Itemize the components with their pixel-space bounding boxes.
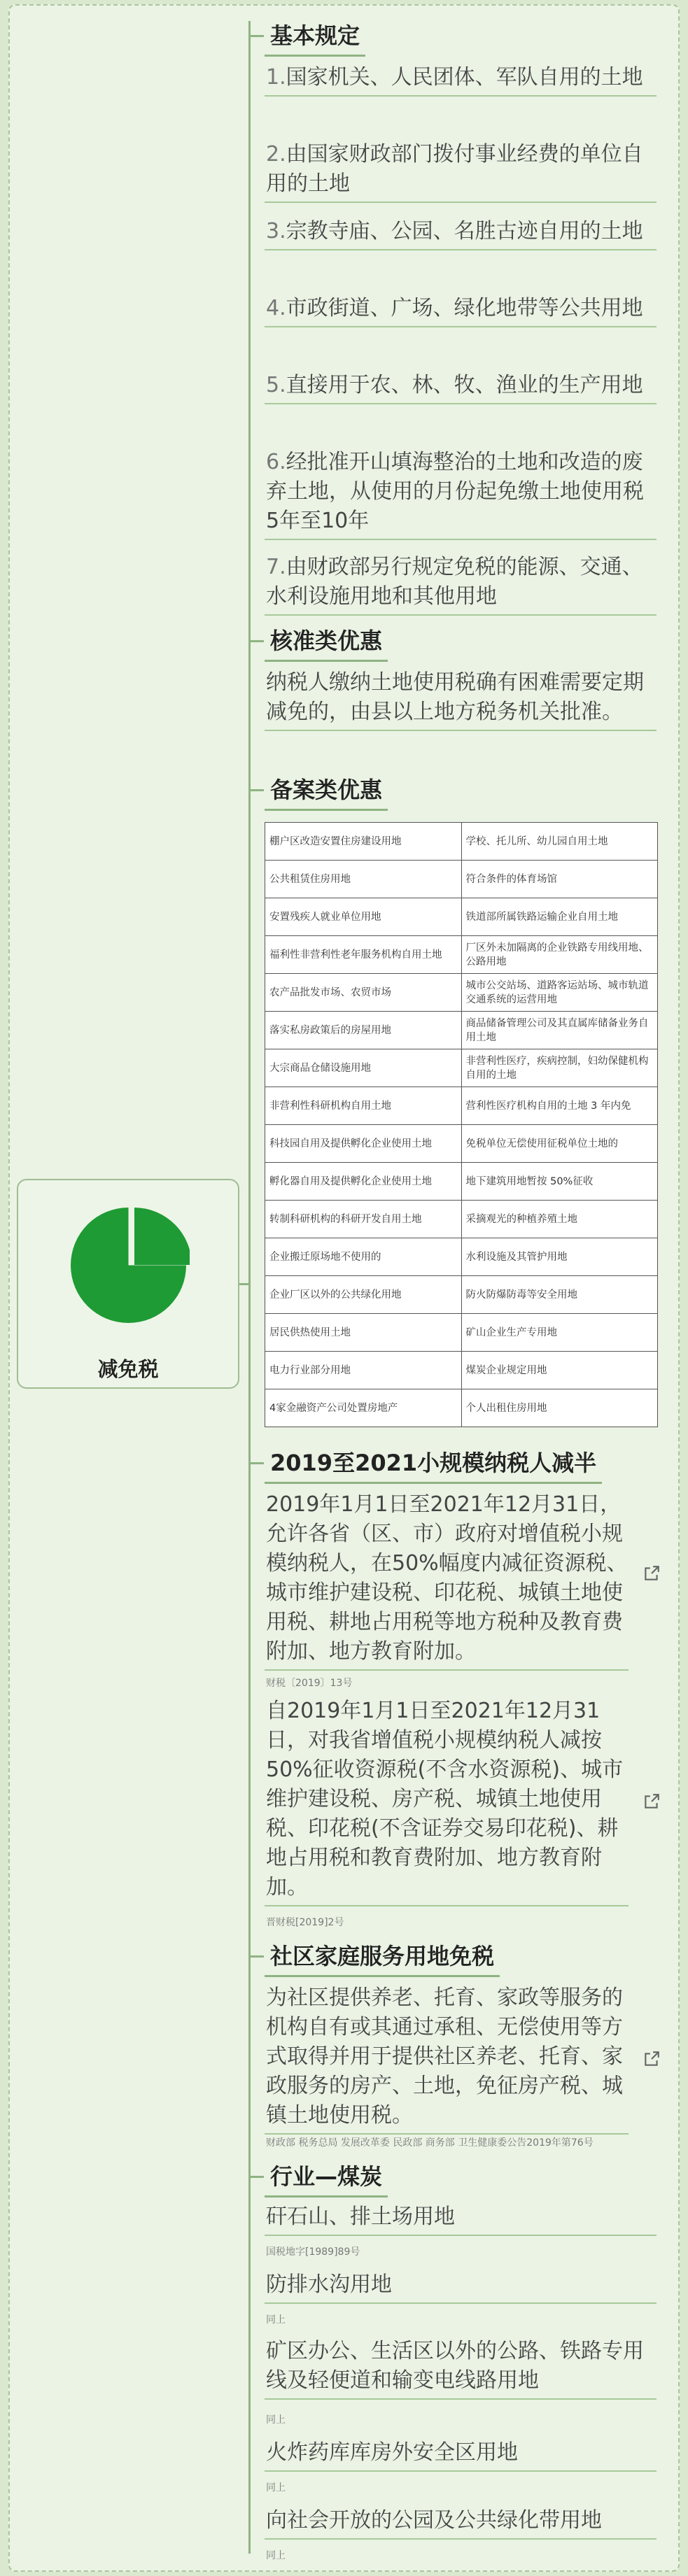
basic-item-7[interactable] bbox=[265, 553, 657, 616]
filing-table-cell: 企业厂区以外的公共绿化用地 bbox=[265, 1276, 462, 1314]
branch-filing bbox=[248, 789, 264, 791]
community-note: 财政部 税务总局 发展改革委 民政部 商务部 卫生健康委公告2019年第76号 bbox=[266, 2137, 594, 2149]
coal-note-3: 同上 bbox=[266, 2414, 286, 2426]
filing-table-cell: 居民供热使用土地 bbox=[265, 1314, 462, 1352]
coal-item-text: 防排水沟用地 bbox=[266, 2272, 392, 2297]
filing-table-cell: 公共租赁住房用地 bbox=[265, 861, 462, 898]
coal-item-1[interactable] bbox=[265, 2202, 657, 2236]
filing-table-row bbox=[265, 1238, 658, 1276]
filing-table-cell: 非营利性医疗，疾病控制，妇幼保健机构自用的土地 bbox=[461, 1049, 658, 1087]
filing-table-cell: 福利性非营利性老年服务机构自用土地 bbox=[265, 936, 462, 974]
heading-approval[interactable] bbox=[265, 619, 388, 662]
external-link-icon[interactable] bbox=[643, 1564, 661, 1583]
heading-community-text: 社区家庭服务用地免税 bbox=[265, 1934, 500, 1977]
filing-table-cell: 水利设施及其管护用地 bbox=[461, 1238, 658, 1276]
basic-item-text: 直接用于农、林、牧、渔业的生产用地 bbox=[286, 373, 643, 397]
root-node[interactable] bbox=[17, 1179, 239, 1389]
filing-table-cell: 采摘观光的种植养殖土地 bbox=[461, 1201, 658, 1238]
basic-item-4[interactable] bbox=[265, 294, 657, 327]
filing-table-row bbox=[265, 1087, 658, 1125]
heading-small-text: 2019至2021小规模纳税人减半 bbox=[265, 1441, 602, 1484]
basic-item-text: 经批准开山填海整治的土地和改造的废弃土地，从使用的月份起免缴土地使用税5年至10年 bbox=[266, 450, 644, 533]
approval-text-content: 纳税人缴纳土地使用税确有困难需要定期减免的，由县以上地方税务机关批准。 bbox=[266, 670, 644, 724]
basic-item-2[interactable] bbox=[265, 140, 657, 203]
small-item-2[interactable] bbox=[265, 1697, 629, 1906]
coal-item-text: 矸石山、排土场用地 bbox=[266, 2205, 455, 2229]
filing-table-cell: 煤炭企业规定用地 bbox=[461, 1352, 658, 1389]
basic-item-num: 7. bbox=[266, 555, 286, 579]
basic-item-num: 5. bbox=[266, 373, 286, 397]
heading-approval-text: 核准类优惠 bbox=[265, 619, 388, 662]
filing-table-cell: 城市公交站场、道路客运站场、城市轨道交通系统的运营用地 bbox=[461, 974, 658, 1012]
filing-table-cell: 棚户区改造安置住房建设用地 bbox=[265, 823, 462, 861]
filing-table-cell: 免税单位无偿使用征税单位土地的 bbox=[461, 1125, 658, 1163]
root-connector bbox=[239, 1283, 251, 1285]
external-link-icon[interactable] bbox=[643, 2050, 661, 2068]
branch-community bbox=[248, 1955, 264, 1958]
filing-table-cell: 转制科研机构的科研开发自用土地 bbox=[265, 1201, 462, 1238]
small-note-1: 财税〔2019〕13号 bbox=[266, 1678, 353, 1689]
community-text-content: 为社区提供养老、托育、家政等服务的机构自有或其通过承租、无偿使用等方式取得并用于提供社区养老、托育、家政服务的房产、土地，免征房产税、城镇土地使用税。 bbox=[266, 1986, 623, 2128]
basic-item-6[interactable] bbox=[265, 448, 657, 540]
filing-table-cell: 孵化器自用及提供孵化企业使用土地 bbox=[265, 1163, 462, 1201]
root-label: 减免税 bbox=[97, 1357, 159, 1381]
heading-basic[interactable] bbox=[265, 14, 365, 57]
basic-item-3[interactable] bbox=[265, 217, 657, 250]
filing-table-cell: 安置残疾人就业单位用地 bbox=[265, 898, 462, 936]
filing-table-cell: 农产品批发市场、农贸市场 bbox=[265, 974, 462, 1012]
coal-item-4[interactable] bbox=[265, 2438, 657, 2472]
filing-table-row bbox=[265, 1125, 658, 1163]
basic-item-num: 3. bbox=[266, 219, 286, 243]
filing-table-cell: 大宗商品仓储设施用地 bbox=[265, 1049, 462, 1087]
filing-table-cell: 落实私房政策后的房屋用地 bbox=[265, 1012, 462, 1049]
filing-table-cell: 4家金融资产公司处置房地产 bbox=[265, 1389, 462, 1427]
filing-table-cell: 非营利性科研机构自用土地 bbox=[265, 1087, 462, 1125]
filing-table-cell: 矿山企业生产专用地 bbox=[461, 1314, 658, 1352]
filing-table-cell: 厂区外未加隔离的企业铁路专用线用地、公路用地 bbox=[461, 936, 658, 974]
filing-table-cell: 防火防爆防毒等安全用地 bbox=[461, 1276, 658, 1314]
filing-table-cell: 铁道部所属铁路运输企业自用土地 bbox=[461, 898, 658, 936]
filing-table-row bbox=[265, 1389, 658, 1427]
basic-item-text: 由国家财政部门拨付事业经费的单位自用的土地 bbox=[266, 142, 643, 196]
basic-item-num: 2. bbox=[266, 142, 286, 167]
trunk-line bbox=[248, 21, 251, 2554]
heading-coal[interactable] bbox=[265, 2155, 388, 2198]
coal-item-2[interactable] bbox=[265, 2270, 657, 2304]
small-item-1[interactable] bbox=[265, 1490, 629, 1671]
filing-table-cell: 个人出租住房用地 bbox=[461, 1389, 658, 1427]
filing-table-cell: 电力行业部分用地 bbox=[265, 1352, 462, 1389]
basic-item-text: 宗教寺庙、公园、名胜古迹自用的土地 bbox=[286, 219, 643, 243]
coal-note-5: 同上 bbox=[266, 2550, 286, 2561]
filing-table-row bbox=[265, 974, 658, 1012]
basic-item-1[interactable] bbox=[265, 63, 657, 97]
basic-item-text: 市政街道、广场、绿化地带等公共用地 bbox=[286, 296, 643, 320]
filing-table bbox=[265, 822, 658, 1427]
coal-note-1: 国税地字[1989]89号 bbox=[266, 2246, 360, 2258]
branch-approval bbox=[248, 640, 264, 642]
filing-table-row bbox=[265, 1201, 658, 1238]
filing-table-cell: 符合条件的体育场馆 bbox=[461, 861, 658, 898]
approval-text[interactable] bbox=[265, 668, 657, 731]
heading-community[interactable] bbox=[265, 1934, 500, 1977]
community-text[interactable] bbox=[265, 1983, 629, 2135]
basic-item-text: 国家机关、人民团体、军队自用的土地 bbox=[286, 65, 643, 90]
small-note-2: 晋财税[2019]2号 bbox=[266, 1917, 344, 1928]
filing-table-cell: 企业搬迁原场地不使用的 bbox=[265, 1238, 462, 1276]
coal-item-text: 矿区办公、生活区以外的公路、铁路专用线及轻便道和输变电线路用地 bbox=[266, 2339, 644, 2393]
filing-table-row bbox=[265, 1049, 658, 1087]
filing-table-row bbox=[265, 1352, 658, 1389]
coal-note-2: 同上 bbox=[266, 2314, 286, 2326]
filing-table-cell: 学校、托儿所、幼儿园自用土地 bbox=[461, 823, 658, 861]
pie-chart-icon bbox=[67, 1204, 190, 1326]
filing-table-row bbox=[265, 1163, 658, 1201]
filing-table-cell: 科技园自用及提供孵化企业使用土地 bbox=[265, 1125, 462, 1163]
filing-table-row bbox=[265, 1314, 658, 1352]
filing-table-row bbox=[265, 1012, 658, 1049]
branch-small bbox=[248, 1462, 264, 1464]
basic-item-num: 1. bbox=[266, 65, 286, 90]
branch-basic bbox=[248, 35, 264, 37]
filing-table-row bbox=[265, 898, 658, 936]
filing-table-cell: 营利性医疗机构自用的土地 3 年内免 bbox=[461, 1087, 658, 1125]
filing-table-cell: 商品储备管理公司及其直属库储备业务自用土地 bbox=[461, 1012, 658, 1049]
basic-item-5[interactable] bbox=[265, 371, 657, 404]
basic-item-num: 6. bbox=[266, 450, 286, 474]
coal-item-text: 向社会开放的公园及公共绿化带用地 bbox=[266, 2508, 602, 2533]
filing-table-row bbox=[265, 861, 658, 898]
basic-item-num: 4. bbox=[266, 296, 286, 320]
heading-coal-text: 行业—煤炭 bbox=[265, 2155, 388, 2198]
heading-filing[interactable] bbox=[265, 768, 388, 811]
filing-table-row bbox=[265, 936, 658, 974]
small-item-text: 2019年1月1日至2021年12月31日，允许各省（区、市）政府对增值税小规模纳税人，在50%幅度内减征资源税、城市维护建设税、印花税、城镇土地使用税、耕地占用税等地方税种及教育费附加、地方教育附加。 bbox=[266, 1492, 628, 1664]
heading-filing-text: 备案类优惠 bbox=[265, 768, 388, 811]
coal-item-text: 火炸药库库房外安全区用地 bbox=[266, 2440, 518, 2465]
coal-item-5[interactable] bbox=[265, 2506, 657, 2540]
filing-table-row bbox=[265, 1276, 658, 1314]
heading-small[interactable] bbox=[265, 1441, 602, 1484]
small-item-text: 自2019年1月1日至2021年12月31日，对我省增值税小规模纳税人减按50%征收资源税(不含水资源税)、城市维护建设税、房产税、城镇土地使用税、印花税(不含证券交易印花税)、耕地占用税和教育费附加、地方教育附加。 bbox=[266, 1699, 624, 1899]
heading-basic-text: 基本规定 bbox=[265, 14, 365, 57]
basic-item-text: 由财政部另行规定免税的能源、交通、水利设施用地和其他用地 bbox=[266, 555, 643, 609]
branch-coal bbox=[248, 2176, 264, 2178]
coal-item-3[interactable] bbox=[265, 2337, 657, 2400]
external-link-icon[interactable] bbox=[643, 1792, 661, 1811]
filing-table-cell: 地下建筑用地暂按 50%征收 bbox=[461, 1163, 658, 1201]
coal-note-4: 同上 bbox=[266, 2482, 286, 2493]
filing-table-row bbox=[265, 823, 658, 861]
